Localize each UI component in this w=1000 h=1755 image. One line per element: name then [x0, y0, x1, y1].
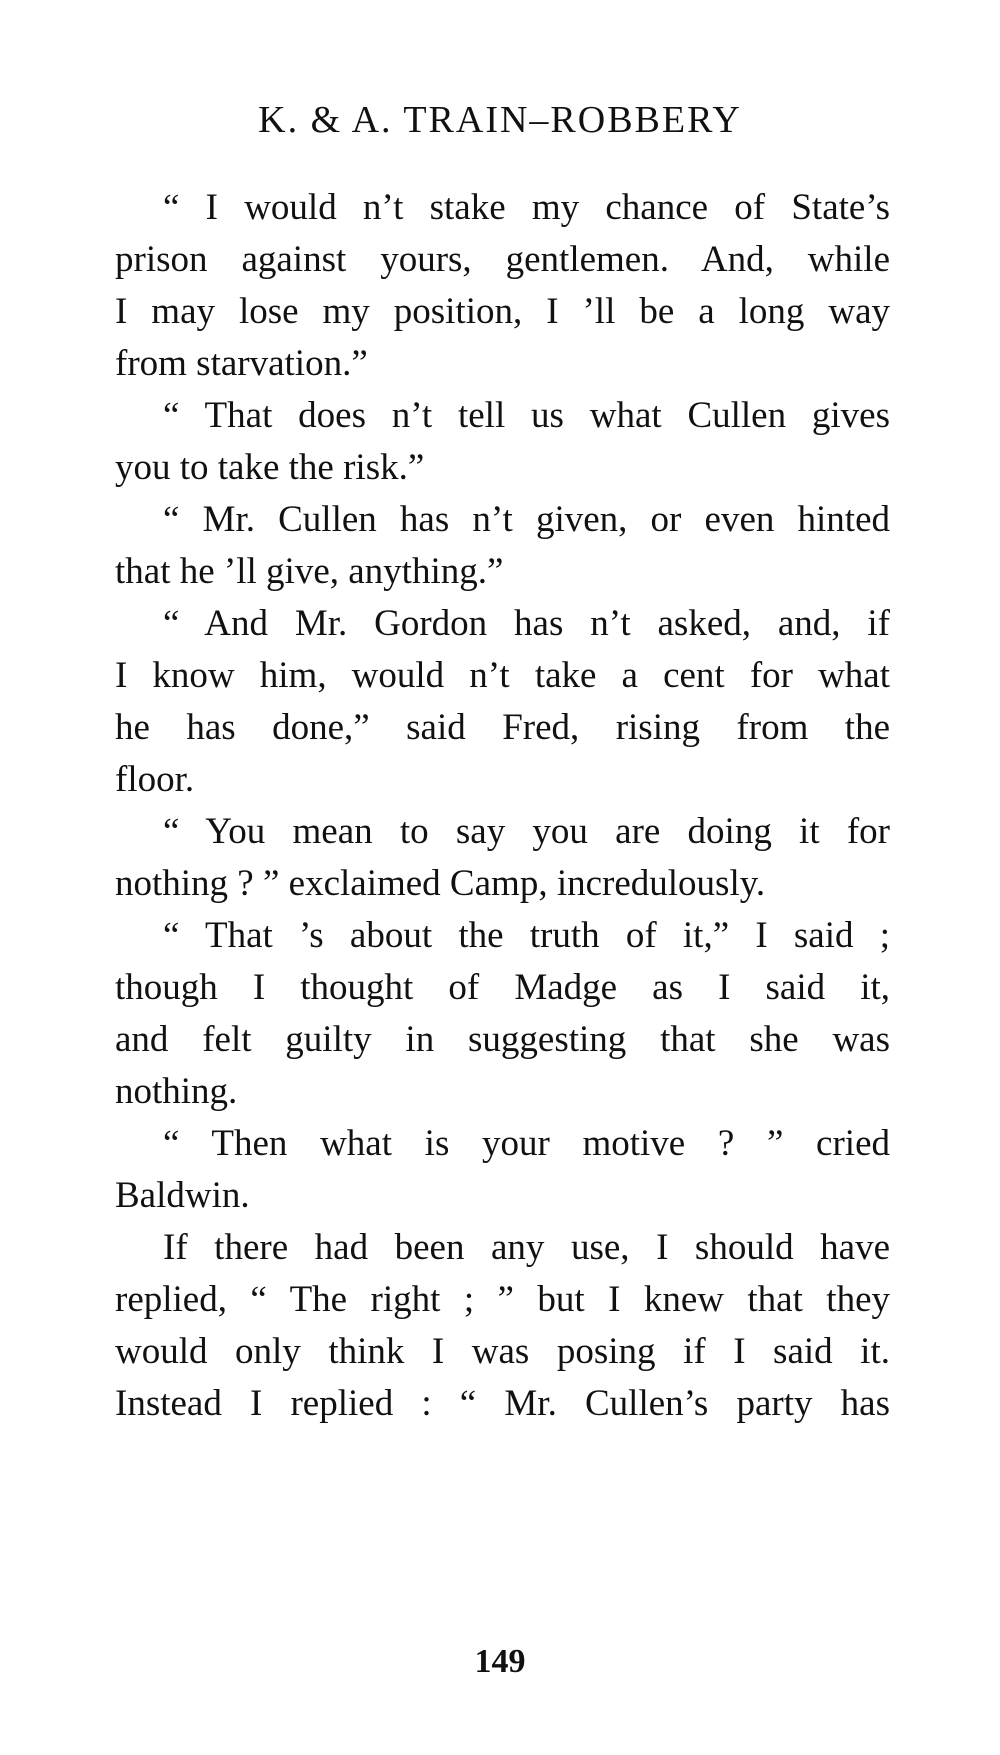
text-line: would only think I was posing if I said it. [115, 1331, 890, 1372]
text-line: nothing. [115, 1071, 238, 1112]
text-line: prison against yours, gentlemen. And, while [115, 239, 890, 280]
paragraph [115, 910, 890, 1118]
paragraph [115, 390, 890, 494]
text-line: from starvation.” [115, 343, 368, 384]
text-line: and felt guilty in suggesting that she was [115, 1019, 890, 1060]
paragraph [115, 182, 890, 390]
text-line: he has done,” said Fred, rising from the [115, 707, 890, 748]
text-line: that he ’ll give, anything.” [115, 551, 504, 592]
text-line: “ That ’s about the truth of it,” I said ; [163, 915, 890, 956]
text-line: If there had been any use, I should have [163, 1227, 890, 1268]
paragraph [115, 1118, 890, 1222]
paragraph [115, 494, 890, 598]
text-line: replied, “ The right ; ” but I knew that they [115, 1279, 890, 1320]
text-line: Baldwin. [115, 1175, 250, 1216]
text-line: though I thought of Madge as I said it, [115, 967, 890, 1008]
running-head: K. & A. TRAIN–ROBBERY [258, 99, 742, 141]
paragraph [115, 598, 890, 806]
text-line: you to take the risk.” [115, 447, 425, 488]
body-text [115, 182, 890, 1430]
text-line: I may lose my position, I ’ll be a long way [115, 291, 890, 332]
text-line: Instead I replied : “ Mr. Cullen’s party has [115, 1383, 890, 1424]
paragraph [115, 806, 890, 910]
text-line: “ You mean to say you are doing it for [163, 811, 890, 852]
text-line: “ I would n’t stake my chance of State’s [163, 187, 890, 228]
paragraph [115, 1222, 890, 1430]
text-line: floor. [115, 759, 195, 800]
page-number: 149 [474, 1643, 526, 1680]
text-line: “ Then what is your motive ? ” cried [163, 1123, 890, 1164]
text-line: “ And Mr. Gordon has n’t asked, and, if [163, 603, 890, 644]
text-line: “ That does n’t tell us what Cullen gives [163, 395, 890, 436]
text-line: nothing ? ” exclaimed Camp, incredulously. [115, 863, 766, 904]
text-line: I know him, would n’t take a cent for what [115, 655, 890, 696]
text-line: “ Mr. Cullen has n’t given, or even hinted [163, 499, 890, 540]
